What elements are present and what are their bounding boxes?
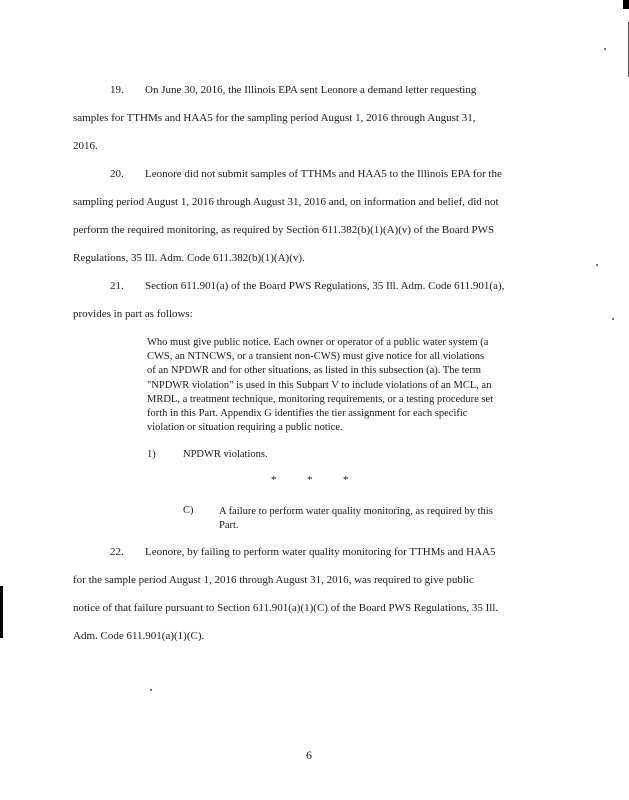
scan-edge-bar <box>0 586 3 638</box>
paragraph-22-line: notice of that failure pursuant to Section 611.901(a)(1)(C) of the Board PWS Regulations, 35 Ill. <box>73 602 499 614</box>
quote-line: MRDL, a treatment technique, monitoring requirements, or a testing procedure set <box>147 393 494 405</box>
paragraph-20-line: Regulations, 35 Ill. Adm. Code 611.382(b)(1)(A)(v). <box>73 252 305 264</box>
quote-line: of an NPDWR and for other situations, as listed in this subsection (a). The term <box>147 365 481 377</box>
paragraph-19-line: On June 30, 2016, the Illinois EPA sent Leonore a demand letter requesting <box>145 84 477 96</box>
quote-line: Who must give public notice. Each owner or operator of a public water system (a <box>147 337 489 348</box>
scan-speck <box>150 689 152 691</box>
quote-line: "NPDWR violation" is used in this Subpart V to include violations of an MCL, an <box>147 379 492 391</box>
quote-item-c-label: C) <box>183 505 194 516</box>
paragraph-19-line: 2016. <box>73 140 98 152</box>
star-mark: * <box>343 474 349 486</box>
paragraph-20-number: 20. <box>110 168 124 180</box>
paragraph-22-number: 22. <box>110 546 124 558</box>
ellipsis-stars <box>271 474 379 486</box>
paragraph-22-line: for the sample period August 1, 2016 through August 31, 2016, was required to give public <box>73 574 474 586</box>
paragraph-19-line: samples for TTHMs and HAA5 for the sampling period August 1, 2016 through August 31, <box>73 112 476 124</box>
paragraph-21-number: 21. <box>110 280 124 292</box>
scan-speck <box>604 48 606 50</box>
quote-item-1-text: NPDWR violations. <box>183 449 268 460</box>
quote-item-c-line: A failure to perform water quality monitoring, as required by this <box>219 506 493 517</box>
paragraph-20-line: Leonore did not submit samples of TTHMs and HAA5 to the Illinois EPA for the <box>145 168 502 180</box>
scan-corner-mark <box>623 0 629 9</box>
paragraph-22-line: Adm. Code 611.901(a)(1)(C). <box>73 630 205 642</box>
paragraph-21-line: provides in part as follows: <box>73 308 193 320</box>
quote-item-1-label: 1) <box>147 449 156 460</box>
paragraph-21-line: Section 611.901(a) of the Board PWS Regulations, 35 Ill. Adm. Code 611.901(a), <box>145 280 505 292</box>
paragraph-20-line: sampling period August 1, 2016 through August 31, 2016 and, on information and belief, did not <box>73 196 499 208</box>
quote-line: violation or situation requiring a public notice. <box>147 422 343 434</box>
paragraph-20-line: perform the required monitoring, as required by Section 611.382(b)(1)(A)(v) of the Board PWS <box>73 224 495 236</box>
paragraph-19-number: 19. <box>110 84 124 96</box>
page-number: 6 <box>306 748 312 762</box>
quote-line: forth in this Part. Appendix G identifies the tier assignment for each specific <box>147 408 468 420</box>
scan-speck <box>612 318 614 320</box>
scan-speck <box>596 264 598 266</box>
star-mark: * <box>271 474 277 486</box>
star-mark: * <box>307 474 313 486</box>
quote-line: CWS, an NTNCWS, or a transient non-CWS) must give notice for all violations <box>147 351 485 363</box>
block-quote <box>147 336 543 435</box>
paragraph-22-line: Leonore, by failing to perform water quality monitoring for TTHMs and HAA5 <box>145 546 496 558</box>
quote-item-c-text <box>219 505 549 533</box>
quote-item-c-line: Part. <box>219 520 239 531</box>
